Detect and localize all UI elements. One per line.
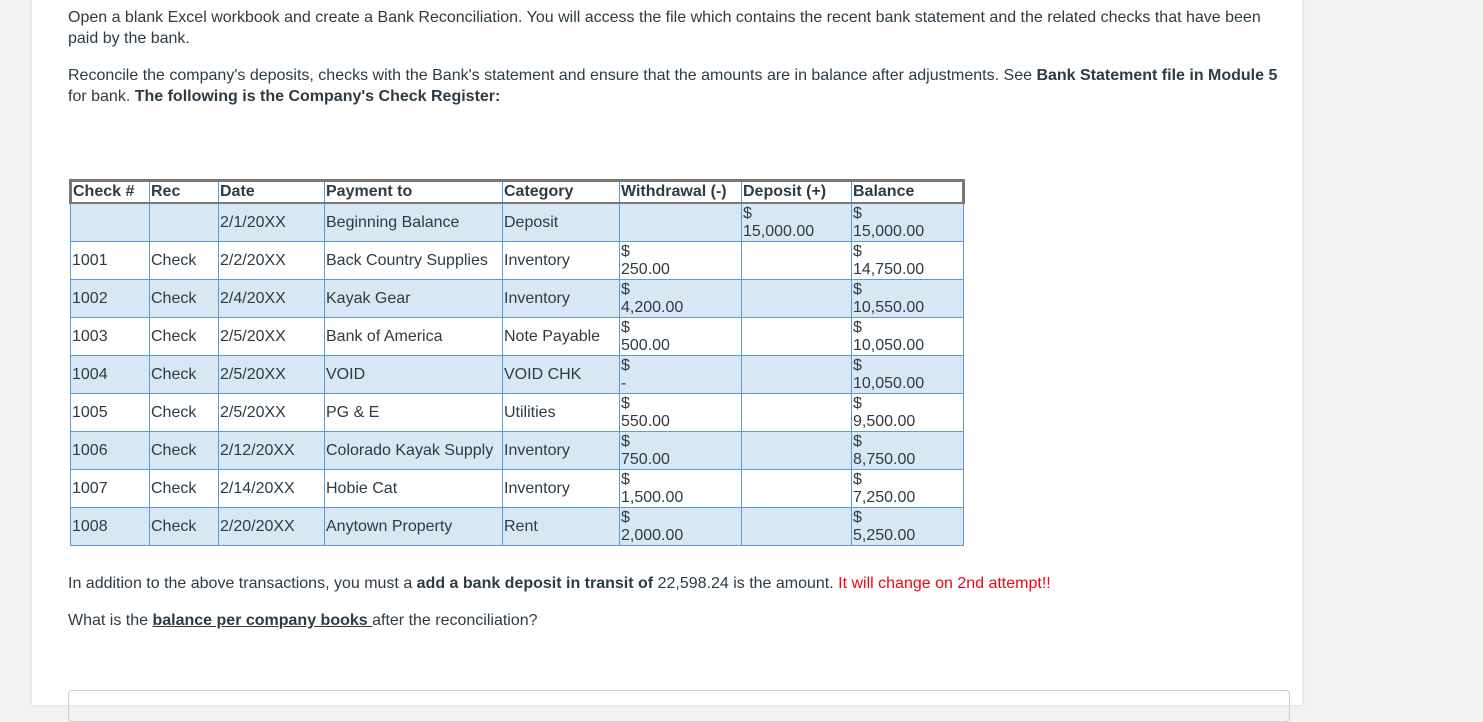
table-cell: Check [150,356,219,394]
text: for bank. [68,88,135,105]
table-cell: 2/5/20XX [219,394,325,432]
amount: 15,000.00 [853,223,925,240]
table-cell [852,394,964,432]
deposit-note [68,573,1288,594]
check-register-table [69,179,965,546]
table-cell [852,470,964,508]
table-row [71,470,964,508]
table-cell [742,508,852,546]
table-cell [620,242,742,280]
table-cell: Note Payable [503,318,620,356]
table-cell: 1008 [71,508,150,546]
table-cell [620,356,742,394]
table-cell [742,356,852,394]
table-cell: Inventory [503,470,620,508]
amount: 500.00 [621,337,670,354]
table-cell [852,242,964,280]
table-cell: Inventory [503,280,620,318]
table-row [71,432,964,470]
column-header: Date [219,181,325,204]
table-cell: Rent [503,508,620,546]
table-row [71,280,964,318]
table-cell [742,470,852,508]
column-header: Check # [71,181,150,204]
table-cell: Check [150,242,219,280]
currency-symbol: $ [621,281,630,298]
intro-paragraph-2 [68,65,1288,107]
table-cell: Inventory [503,242,620,280]
currency-symbol: $ [621,357,630,374]
currency-symbol: $ [621,243,630,260]
table-cell [620,508,742,546]
column-header: Rec [150,181,219,204]
table-cell: 2/20/20XX [219,508,325,546]
table-row [71,203,964,242]
table-cell: Check [150,318,219,356]
table-cell: Utilities [503,394,620,432]
amount: 4,200.00 [621,299,684,316]
currency-symbol: $ [853,471,862,488]
table-row [71,242,964,280]
table-cell [852,432,964,470]
table-cell [742,394,852,432]
table-cell [620,394,742,432]
table-cell: Anytown Property [325,508,503,546]
table-cell: 2/12/20XX [219,432,325,470]
table-cell: 1004 [71,356,150,394]
amount: 750.00 [621,451,670,468]
amount: 15,000.00 [743,223,815,240]
table-cell [852,280,964,318]
bold-text: Bank Statement file in Module 5 [1036,67,1278,84]
table-row [71,356,964,394]
table-cell [620,318,742,356]
column-header: Payment to [325,181,503,204]
currency-symbol: $ [621,319,630,336]
intro-paragraph-1: Open a blank Excel workbook and create a Bank Reconciliation. You will access the file which contains the recent bank statement and the related checks that have been paid by the bank. [68,9,1261,47]
table-cell: 1006 [71,432,150,470]
amount: 7,250.00 [853,489,916,506]
currency-symbol: $ [621,509,630,526]
table-cell [620,470,742,508]
table-row [71,394,964,432]
table-cell [742,242,852,280]
table-cell: 2/14/20XX [219,470,325,508]
amount: 250.00 [621,261,670,278]
table-cell: Check [150,470,219,508]
table-cell [620,280,742,318]
currency-symbol: $ [743,205,752,222]
table-cell: Beginning Balance [325,203,503,242]
table-cell: 2/5/20XX [219,318,325,356]
amount: 10,050.00 [853,337,925,354]
table-cell [852,203,964,242]
table-cell: Bank of America [325,318,503,356]
table-cell: VOID CHK [503,356,620,394]
table-cell [852,508,964,546]
table-cell: 1001 [71,242,150,280]
table-cell: Deposit [503,203,620,242]
text: Reconcile the company's deposits, checks with the Bank's statement and ensure that the amounts are in balance after adjustments. See [68,67,1037,84]
amount: 550.00 [621,413,670,430]
bold-text: The following is the Company's Check Register: [134,88,501,105]
table-row [71,318,964,356]
table-cell: 2/4/20XX [219,280,325,318]
table-cell: Inventory [503,432,620,470]
table-cell [620,432,742,470]
column-header: Category [503,181,620,204]
currency-symbol: $ [853,433,862,450]
table-cell: Check [150,508,219,546]
table-cell: 2/2/20XX [219,242,325,280]
table-cell [150,203,219,242]
currency-symbol: $ [853,205,862,222]
amount: - [621,375,627,392]
text: In addition to the above transactions, you must a [68,575,417,592]
table-cell [852,318,964,356]
table-cell: 1002 [71,280,150,318]
table-cell [742,318,852,356]
table-cell: 1007 [71,470,150,508]
table-cell: Check [150,432,219,470]
amount: 9,500.00 [853,413,916,430]
table-cell [742,203,852,242]
table-cell [742,432,852,470]
currency-symbol: $ [853,357,862,374]
text: What is the [68,612,153,629]
currency-symbol: $ [621,433,630,450]
question-text [68,610,1288,631]
table-cell: Kayak Gear [325,280,503,318]
table-cell: 2/5/20XX [219,356,325,394]
currency-symbol: $ [853,509,862,526]
table-cell: 1003 [71,318,150,356]
amount: 5,250.00 [853,527,916,544]
table-cell: PG & E [325,394,503,432]
question-card [32,0,1302,705]
currency-symbol: $ [621,395,630,412]
table-cell: Hobie Cat [325,470,503,508]
currency-symbol: $ [621,471,630,488]
table-cell: Check [150,280,219,318]
amount: 2,000.00 [621,527,684,544]
currency-symbol: $ [853,243,862,260]
currency-symbol: $ [853,319,862,336]
table-cell: Back Country Supplies [325,242,503,280]
table-cell [742,280,852,318]
table-row [71,508,964,546]
table-cell [620,203,742,242]
bold-text: add a bank deposit in transit of [416,575,654,592]
warning-text: It will change on 2nd attempt!! [838,575,1051,592]
currency-symbol: $ [853,395,862,412]
amount: 8,750.00 [853,451,916,468]
table-cell: 2/1/20XX [219,203,325,242]
text: 22,598.24 is the amount. [653,575,839,592]
amount: 1,500.00 [621,489,684,506]
table-cell: 1005 [71,394,150,432]
table-cell [71,203,150,242]
table-cell [852,356,964,394]
bold-underlined-text: balance per company books [152,612,373,629]
table-cell: Check [150,394,219,432]
text: after the reconciliation? [372,612,538,629]
amount: 10,050.00 [853,375,925,392]
table-cell: VOID [325,356,503,394]
answer-input[interactable] [68,690,1290,722]
currency-symbol: $ [853,281,862,298]
amount: 14,750.00 [853,261,925,278]
column-header: Deposit (+) [742,181,852,204]
table-cell: Colorado Kayak Supply [325,432,503,470]
column-header: Withdrawal (-) [620,181,742,204]
amount: 10,550.00 [853,299,925,316]
column-header: Balance [852,181,964,204]
